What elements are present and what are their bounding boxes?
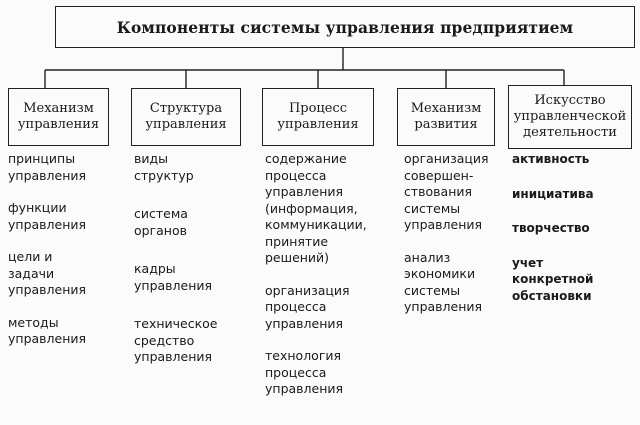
column-management-mechanism — [8, 151, 120, 357]
list-item: организация процесса управления — [265, 282, 350, 331]
category-box-development-mechanism — [397, 88, 495, 146]
list-item: техническое средство управления — [134, 316, 218, 364]
category-box-management-art — [508, 85, 632, 149]
category-label: Механизм управления — [17, 101, 100, 132]
list-item: технология процесса управления — [265, 348, 344, 396]
column-management-structure — [134, 151, 254, 375]
category-box-management-mechanism — [8, 88, 109, 146]
list-item: цели и задачи управления — [8, 249, 87, 297]
list-item: инициатива — [512, 186, 594, 201]
list-item: организация совершен- ствования системы управления — [404, 151, 489, 232]
category-box-management-structure — [131, 88, 241, 146]
category-label: Процесс управления — [277, 101, 359, 132]
category-box-management-process — [262, 88, 374, 146]
column-development-mechanism — [404, 151, 508, 325]
category-label: Структура управления — [145, 101, 227, 132]
list-item: содержание процесса управления (информация, коммуникации, принятие решений) — [265, 151, 367, 265]
list-item: методы управления — [8, 314, 87, 346]
list-item: творчество — [512, 221, 590, 235]
list-item: активность — [512, 152, 590, 166]
list-item: функции управления — [8, 200, 87, 232]
column-management-process — [265, 151, 393, 407]
list-item: учет конкретной обстановки — [512, 255, 594, 303]
list-item: кадры управления — [134, 261, 213, 293]
column-management-art — [512, 151, 638, 313]
category-label: Механизм развития — [410, 101, 482, 132]
category-label: Искусство управленческой деятельности — [513, 93, 627, 140]
list-item: система органов — [134, 206, 188, 238]
list-item: принципы управления — [8, 151, 87, 183]
list-item: виды структур — [134, 151, 194, 183]
title-box — [55, 6, 635, 48]
list-item: анализ экономики системы управления — [404, 249, 483, 314]
diagram-title: Компоненты системы управления предприятием — [116, 17, 574, 37]
